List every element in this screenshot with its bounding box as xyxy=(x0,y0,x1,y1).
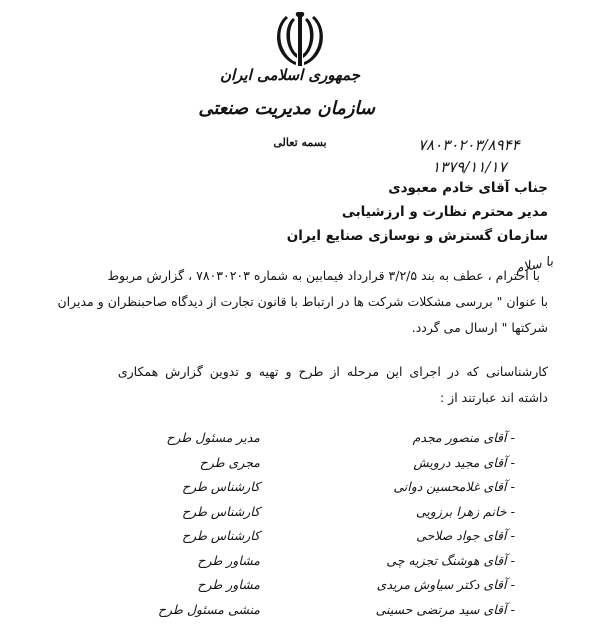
staff-role: مدیر مسئول طرح xyxy=(166,430,260,445)
letter-date: ۱۳۷۹/۱۱/۱۷ xyxy=(432,158,507,176)
paragraph-2-line-1: کارشناسانی که در اجرای این مرحله از طرح و تهیه و تدوین گزارش همکاری xyxy=(117,364,548,379)
staff-role: مجری طرح xyxy=(199,454,260,470)
staff-name: - آقای مجید درویش xyxy=(413,454,515,470)
iran-emblem-icon xyxy=(268,8,332,72)
staff-name: - آقای سید مرتضی حسینی xyxy=(375,601,515,617)
staff-name: - آقای دکتر سیاوش مریدی xyxy=(376,577,515,592)
list-item xyxy=(0,602,600,627)
staff-list xyxy=(0,430,600,626)
staff-role: کارشناس طرح xyxy=(182,503,260,519)
staff-name: - آقای منصور مجدم xyxy=(412,430,515,445)
organization-title: سازمان مدیریت صنعتی xyxy=(198,98,375,119)
recipient-title: مدیر محترم نظارت و ارزشیابی xyxy=(341,204,548,220)
paragraph-2-line-2: داشته اند عبارتند از : xyxy=(439,390,548,405)
list-item xyxy=(0,528,600,553)
paragraph-1-line-3: شرکتها " ارسال می گردد. xyxy=(411,320,548,335)
list-item xyxy=(0,479,600,504)
staff-name: - آقای جواد صلاحی xyxy=(416,528,515,543)
staff-name: - آقای غلامحسین دوانی xyxy=(393,479,515,494)
staff-name: - آقای هوشنگ تجزیه چی xyxy=(386,552,515,568)
staff-role: منشی مسئول طرح xyxy=(157,601,260,617)
list-item xyxy=(0,553,600,578)
staff-role: کارشناس طرح xyxy=(182,479,260,494)
basmala: بسمه تعالی xyxy=(273,136,327,149)
staff-role: مشاور طرح xyxy=(197,577,260,592)
recipient-name: جناب آقای خادم معبودی xyxy=(388,180,548,196)
list-item xyxy=(0,504,600,529)
recipient-organization: سازمان گسترش و نوسازی صنایع ایران xyxy=(286,228,548,244)
staff-role: مشاور طرح xyxy=(197,552,260,568)
list-item xyxy=(0,577,600,602)
letter-number: ۷۸۰۳۰۲۰۳/۸۹۴۴ xyxy=(418,136,520,154)
list-item xyxy=(0,430,600,455)
staff-name: - خانم زهرا برزویی xyxy=(415,503,515,519)
republic-title: جمهوری اسلامی ایران xyxy=(219,66,360,84)
paragraph-1-line-2: با عنوان " بررسی مشکلات شرکت ها در ارتباط با قانون تجارت از دیدگاه صاحبنظران و مدیران xyxy=(57,294,548,309)
paragraph-1-line-1: با احترام ، عطف به بند ۳/۲/۵ قرارداد فیمابین به شماره ۷۸۰۳۰۲۰۳ ، گزارش مربوط xyxy=(107,268,540,283)
handwritten-greeting: با سلام xyxy=(513,254,555,277)
list-item xyxy=(0,455,600,480)
staff-role: کارشناس طرح xyxy=(182,528,260,543)
